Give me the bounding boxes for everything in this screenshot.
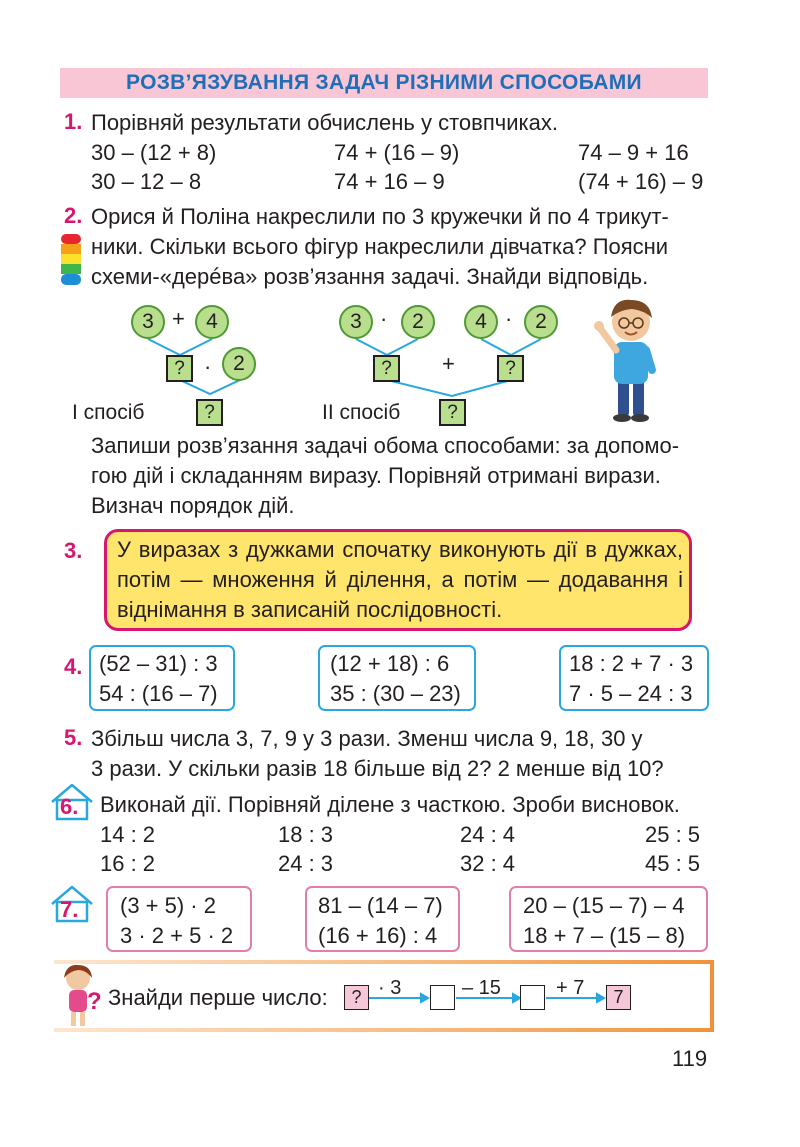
expression: 18 : 2 + 7 · 3	[569, 651, 694, 676]
chain-op: – 15	[462, 977, 501, 999]
task-2-line: Орися й Поліна накреслили по 3 кружечки й по 4 трикут-	[91, 204, 669, 229]
chain-start-box: ?	[344, 985, 369, 1010]
division: 16 : 2	[100, 851, 156, 876]
tree-operator: ·	[204, 354, 212, 379]
tree-square: ?	[166, 355, 193, 382]
task-1-number: 1.	[64, 109, 83, 134]
division: 32 : 4	[460, 851, 516, 876]
expression: (52 – 31) : 3	[99, 651, 218, 676]
task-5-number: 5.	[64, 725, 83, 750]
task-1-expr: (74 + 16) – 9	[578, 169, 704, 194]
tree-operator: ·	[380, 306, 388, 331]
tree-circle: 3	[131, 305, 165, 339]
expression: 20 – (15 – 7) – 4	[523, 893, 685, 918]
tree-operator: +	[442, 351, 455, 376]
task-1-text: Порівняй результати обчислень у стовпчиках.	[91, 110, 558, 135]
tree-circle: 2	[222, 347, 256, 381]
tree-square: ?	[373, 355, 400, 382]
expression: 81 – (14 – 7)	[318, 893, 443, 918]
chain-label: Знайди перше число:	[108, 985, 328, 1010]
task-2-instruction: Визнач порядок дій.	[91, 493, 295, 518]
chain-op: · 3	[378, 977, 402, 999]
tree-operator: ·	[505, 306, 513, 331]
task-2-instruction: гою дій і складанням виразу. Порівняй отримані вирази.	[91, 463, 661, 488]
division: 24 : 4	[460, 822, 516, 847]
method-2-label: II спосіб	[322, 401, 401, 424]
expression: 35 : (30 – 23)	[330, 681, 461, 706]
task-5-line: 3 рази. У скільки разів 18 більше від 2? 2 менше від 10?	[91, 756, 664, 781]
tree-circle: 4	[195, 305, 229, 339]
task-1-expr: 30 – (12 + 8)	[91, 140, 217, 165]
tree-circle: 3	[339, 305, 373, 339]
chain-end-box: 7	[606, 985, 631, 1010]
method-1-label: I спосіб	[72, 401, 145, 424]
svg-text:?: ?	[87, 988, 102, 1015]
boy-illustration	[590, 292, 670, 424]
task-3-number: 3.	[64, 538, 83, 563]
task-5-line: Збільш числа 3, 7, 9 у 3 рази. Зменш числа 9, 18, 30 у	[91, 726, 643, 751]
division: 24 : 3	[278, 851, 334, 876]
expression: (16 + 16) : 4	[318, 923, 438, 948]
task-1-expr: 74 + 16 – 9	[334, 169, 445, 194]
tree-circle: 4	[464, 305, 498, 339]
task-4-number: 4.	[64, 654, 83, 679]
expression: 18 + 7 – (15 – 8)	[523, 923, 686, 948]
task-1-expr: 74 + (16 – 9)	[334, 140, 460, 165]
task-2-line: схеми-«дерéва» розв’язання задачі. Знайди відповідь.	[91, 264, 649, 289]
task-2-line: ники. Скільки всього фігур накреслили дівчатка? Поясни	[91, 234, 669, 259]
tree-square: ?	[497, 355, 524, 382]
task-2-instruction: Запиши розв’язання задачі обома способами: за допомо-	[91, 433, 680, 458]
expression: (3 + 5) · 2	[120, 893, 216, 918]
expression: 54 : (16 – 7)	[99, 681, 218, 706]
tree-connectors	[0, 0, 800, 440]
tree-circle: 2	[524, 305, 558, 339]
expression: (12 + 18) : 6	[330, 651, 450, 676]
division: 14 : 2	[100, 822, 156, 847]
task-2-number: 2.	[64, 203, 83, 228]
page-number: 119	[672, 1046, 708, 1071]
page-title: РОЗВ’ЯЗУВАННЯ ЗАДАЧ РІЗНИМИ СПОСОБАМИ	[126, 71, 642, 94]
task-1-expr: 30 – 12 – 8	[91, 169, 202, 194]
division: 18 : 3	[278, 822, 334, 847]
chain-op: + 7	[556, 977, 585, 999]
task-7-number: 7.	[60, 897, 79, 922]
task-6-text: Виконай дії. Порівняй ділене з часткою. Зроби висновок.	[100, 792, 680, 817]
girl-icon	[58, 962, 102, 1030]
tree-circle: 2	[401, 305, 435, 339]
division: 25 : 5	[645, 822, 701, 847]
tree-square: ?	[196, 399, 223, 426]
task-1-expr: 74 – 9 + 16	[578, 140, 689, 165]
rule-text: У виразах з дужками спочатку виконують дії в дужках, потім — множення й ділення, а потім — додавання і віднімання в записаній послідовності.	[117, 537, 683, 622]
task-6-number: 6.	[60, 794, 79, 819]
division: 45 : 5	[645, 851, 701, 876]
chain-empty-box[interactable]	[520, 985, 545, 1010]
expression: 3 · 2 + 5 · 2	[120, 923, 234, 948]
tree-operator: +	[172, 306, 185, 331]
chain-empty-box[interactable]	[430, 985, 455, 1010]
expression: 7 · 5 – 24 : 3	[569, 681, 693, 706]
tree-square: ?	[439, 399, 466, 426]
